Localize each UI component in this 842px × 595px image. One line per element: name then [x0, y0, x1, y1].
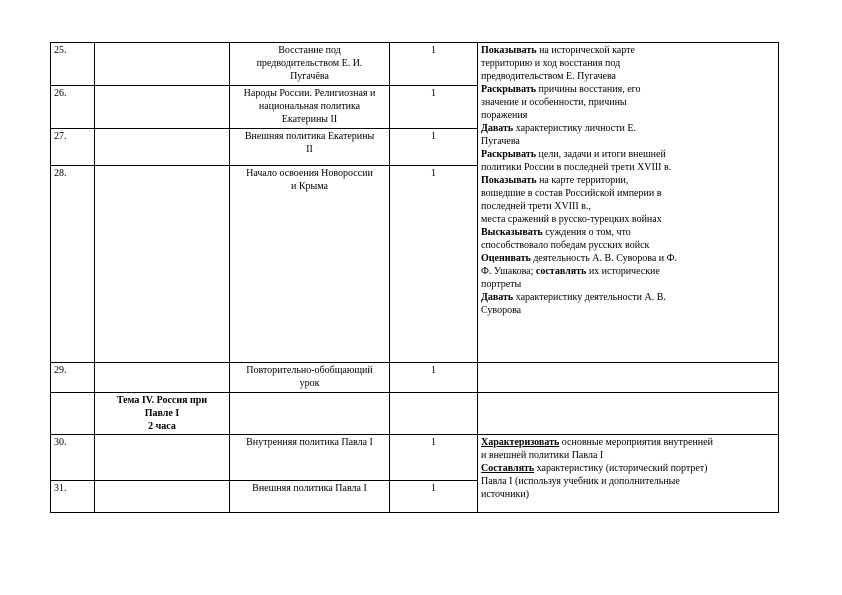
lesson-topic: Начало освоения Новороссии и Крыма	[230, 166, 390, 363]
lesson-number: 30.	[51, 435, 95, 481]
lesson-number: 27.	[51, 129, 95, 166]
empty-cell	[95, 86, 230, 129]
lesson-hours: 1	[390, 166, 478, 363]
empty-cell	[95, 435, 230, 481]
lesson-number: 25.	[51, 43, 95, 86]
empty-cell	[478, 393, 779, 435]
activities-cell: Характеризовать основные мероприятия внутренней и внешней политики Павла I Составлять характеристику (исторический портрет) Павла I (используя учебник и дополнительные источники)	[478, 435, 779, 513]
empty-cell	[390, 393, 478, 435]
empty-cell	[95, 43, 230, 86]
lesson-topic: Внутренняя политика Павла I	[230, 435, 390, 481]
empty-cell	[95, 481, 230, 513]
section-row	[51, 393, 779, 435]
lesson-hours: 1	[390, 435, 478, 481]
lesson-hours: 1	[390, 481, 478, 513]
lesson-number: 29.	[51, 363, 95, 393]
lesson-number: 28.	[51, 166, 95, 363]
lesson-topic: Восстание под предводительством Е. И. Пугачёва	[230, 43, 390, 86]
table-row	[51, 43, 779, 86]
lesson-plan-table	[50, 42, 779, 513]
empty-cell	[51, 393, 95, 435]
table-row	[51, 363, 779, 393]
empty-cell	[478, 363, 779, 393]
lesson-hours: 1	[390, 43, 478, 86]
lesson-topic: Народы России. Религиозная и национальная политика Екатерины II	[230, 86, 390, 129]
empty-cell	[95, 129, 230, 166]
empty-cell	[95, 166, 230, 363]
lesson-hours: 1	[390, 86, 478, 129]
lesson-hours: 1	[390, 363, 478, 393]
table-row	[51, 435, 779, 481]
empty-cell	[95, 363, 230, 393]
section-title: Тема IV. Россия при Павле I 2 часа	[95, 393, 230, 435]
lesson-topic: Внешняя политика Екатерины II	[230, 129, 390, 166]
lesson-hours: 1	[390, 129, 478, 166]
lesson-topic: Повторительно-обобщающий урок	[230, 363, 390, 393]
lesson-topic: Внешняя политика Павла I	[230, 481, 390, 513]
lesson-number: 26.	[51, 86, 95, 129]
activities-cell: Показывать на исторической карте территорию и ход восстания под предводительством Е. Пугачева Раскрывать причины восстания, его значение и особенности, причины поражения Давать характеристику личности Е. Пугачева Раскрывать цели, задачи и итоги внешней политики России в последней трети XVIII в. Показывать на карте территории, вошедшие в состав Российской империи в последней трети XVIII в., места сражений в русско-турецких войнах Высказывать суждения о том, что способствовало победам русских войск Оценивать деятельность А. В. Суворова и Ф. Ф. Ушакова; составлять их исторические портреты Давать характеристику деятельности А. В. Суворова	[478, 43, 779, 363]
lesson-number: 31.	[51, 481, 95, 513]
empty-cell	[230, 393, 390, 435]
